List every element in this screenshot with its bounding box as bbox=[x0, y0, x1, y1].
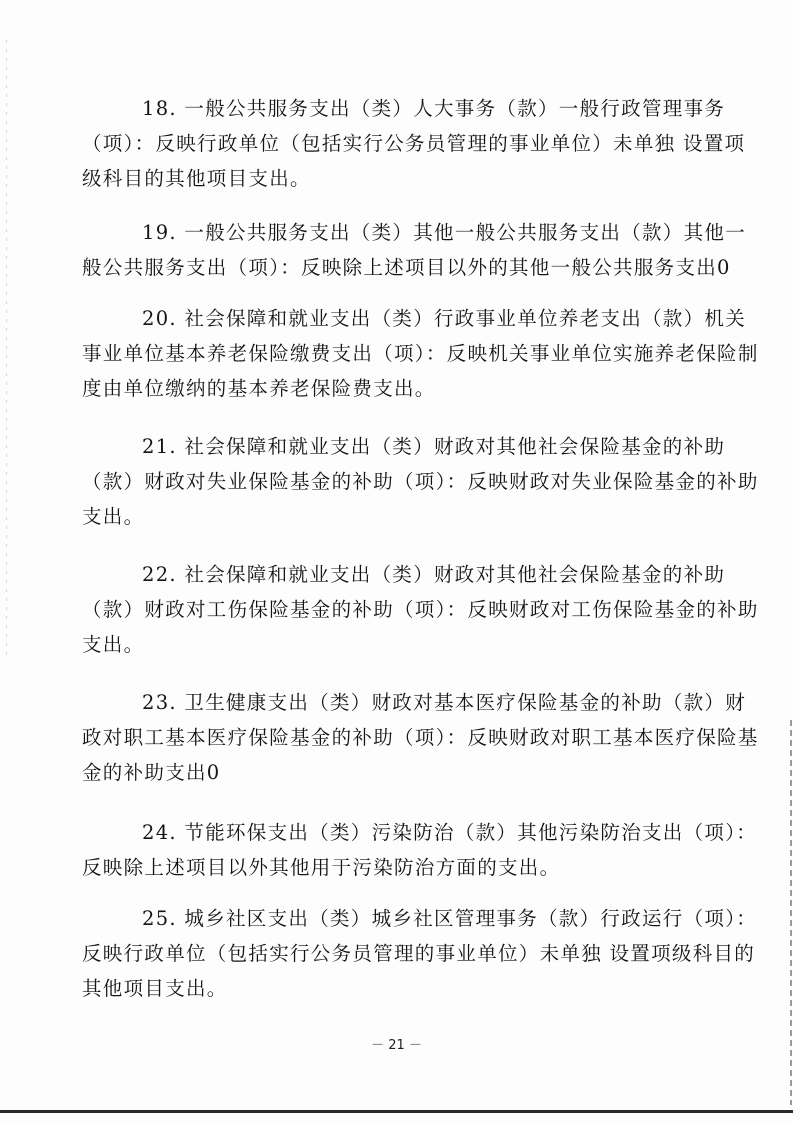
paragraph-item-20: 20. 社会保障和就业支出（类）行政事业单位养老支出（款）机关事业单位基本养老保险缴费支出（项）：反映机关事业单位实施养老保险制度由单位缴纳的基本养老保险费支出。 bbox=[82, 307, 759, 400]
scan-edge-mark bbox=[6, 40, 7, 660]
paragraph-item-23: 23. 卫生健康支出（类）财政对基本医疗保险基金的补助（款）财政对职工基本医疗保险基金的补助（项）：反映财政对职工基本医疗保险基金的补助支出0 bbox=[82, 691, 759, 784]
bottom-divider bbox=[0, 1110, 793, 1113]
paragraph-item-25: 25. 城乡社区支出（类）城乡社区管理事务（款）行政运行（项）：反映行政单位（包括实行公务员管理的事业单位）未单独 设置项级科目的其他项目支出。 bbox=[82, 907, 758, 1000]
paragraph-item-24: 24. 节能环保支出（类）污染防治（款）其他污染防治支出（项）：反映除上述项目以外其他用于污染防治方面的支出。 bbox=[82, 821, 758, 879]
page-number: － 21 － bbox=[371, 1038, 422, 1053]
paragraph-item-22: 22. 社会保障和就业支出（类）财政对其他社会保险基金的补助（款）财政对工伤保险基金的补助（项）：反映财政对工伤保险基金的补助支出。 bbox=[82, 563, 759, 656]
paragraph-item-21: 21. 社会保障和就业支出（类）财政对其他社会保险基金的补助（款）财政对失业保险基金的补助（项）：反映财政对失业保险基金的补助支出。 bbox=[82, 435, 759, 528]
paragraph-item-18: 18. 一般公共服务支出（类）人大事务（款）一般行政管理事务（项）：反映行政单位（包括实行公务员管理的事业单位）未单独 设置项级科目的其他项目支出。 bbox=[82, 97, 746, 190]
paragraph-item-19: 19. 一般公共服务支出（类）其他一般公共服务支出（款）其他一般公共服务支出（项）：反映除上述项目以外的其他一般公共服务支出0 bbox=[82, 221, 747, 279]
